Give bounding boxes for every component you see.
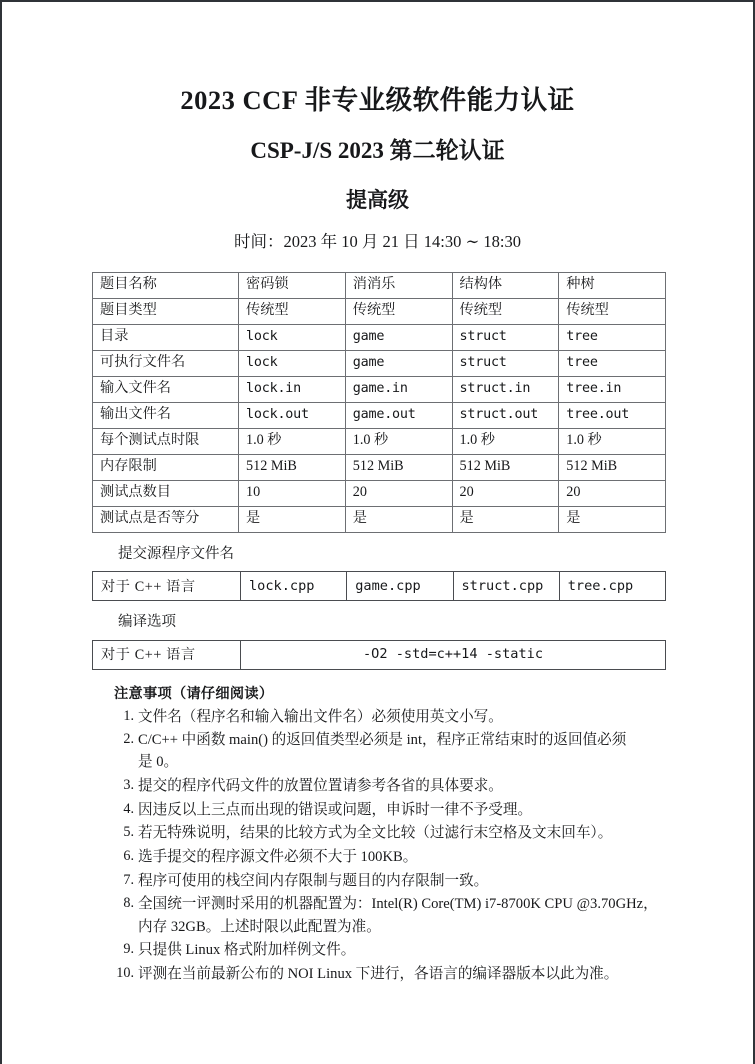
cell-problem-2: game.out — [345, 402, 452, 428]
row-label: 题目类型 — [93, 298, 239, 324]
note-text: 评测在当前最新公布的 NOI Linux 下进行，各语言的编译器版本以此为准。 — [138, 965, 619, 982]
row-label: 测试点是否等分 — [93, 506, 239, 532]
source-files-table — [92, 571, 666, 601]
source-files-body — [93, 572, 666, 601]
row-label: 每个测试点时限 — [93, 428, 239, 454]
table-row — [93, 272, 666, 298]
list-item — [138, 893, 663, 939]
note-text: 只提供 Linux 格式附加样例文件。 — [138, 942, 356, 959]
cell-problem-1: lock — [239, 350, 346, 376]
page-title: 2023 CCF 非专业级软件能力认证 — [180, 85, 575, 115]
cell-problem-2: game.in — [345, 376, 452, 402]
source-files-caption: 提交源程序文件名 — [118, 545, 234, 562]
source-file-4: tree.cpp — [559, 572, 665, 601]
note-text: 选手提交的程序源文件必须不大于 100KB。 — [138, 849, 418, 866]
row-label: 输入文件名 — [93, 376, 239, 402]
page-subtitle: CSP-J/S 2023 第二轮认证 — [250, 138, 505, 164]
page-content — [2, 2, 753, 987]
cell-problem-4: tree.out — [559, 402, 666, 428]
note-text: 文件名（程序名和输入输出文件名）必须使用英文小写。 — [138, 708, 503, 725]
source-file-1: lock.cpp — [241, 572, 347, 601]
cell-problem-3: 20 — [452, 480, 559, 506]
table-row — [93, 350, 666, 376]
cell-problem-4: tree.in — [559, 376, 666, 402]
cell-problem-2: 传统型 — [345, 298, 452, 324]
cell-problem-3: 传统型 — [452, 298, 559, 324]
cell-problem-1: lock.out — [239, 402, 346, 428]
cell-problem-1: 10 — [239, 480, 346, 506]
row-label: 输出文件名 — [93, 402, 239, 428]
list-item — [138, 706, 663, 730]
table-row — [93, 480, 666, 506]
cell-problem-1: 1.0 秒 — [239, 428, 346, 454]
note-text-continued: 内存 32GB。上述时限以此配置为准。 — [138, 918, 381, 935]
table-row — [93, 376, 666, 402]
compile-options-table — [92, 640, 666, 670]
row-label: 测试点数目 — [93, 480, 239, 506]
cell-problem-4: 20 — [559, 480, 666, 506]
note-text: C/C++ 中函数 main() 的返回值类型必须是 int，程序正常结束时的返回值必须 — [138, 732, 627, 749]
note-text-continued: 是 0。 — [138, 754, 179, 771]
exam-level: 提高级 — [346, 187, 409, 212]
cell-problem-4: 传统型 — [559, 298, 666, 324]
list-item — [138, 799, 663, 823]
cell-problem-1: 是 — [239, 506, 346, 532]
cell-problem-3: struct.in — [452, 376, 559, 402]
table-row — [93, 402, 666, 428]
cell-problem-4: tree — [559, 350, 666, 376]
cell-problem-3: 1.0 秒 — [452, 428, 559, 454]
cell-problem-2: 消消乐 — [345, 272, 452, 298]
problem-table-body — [93, 272, 666, 532]
cell-problem-2: game — [345, 350, 452, 376]
problem-table-wrapper — [92, 272, 663, 533]
cell-problem-3: struct.out — [452, 402, 559, 428]
cell-problem-4: 是 — [559, 506, 666, 532]
cell-problem-2: 512 MiB — [345, 454, 452, 480]
cell-problem-1: 传统型 — [239, 298, 346, 324]
row-label: 题目名称 — [93, 272, 239, 298]
cell-problem-4: 512 MiB — [559, 454, 666, 480]
list-item — [138, 963, 663, 987]
cell-problem-1: 密码锁 — [239, 272, 346, 298]
notes-list — [92, 706, 663, 987]
source-file-2: game.cpp — [347, 572, 453, 601]
language-label: 对于 C++ 语言 — [93, 640, 241, 669]
note-text: 程序可使用的栈空间内存限制与题目的内存限制一致。 — [138, 872, 489, 889]
table-row — [93, 506, 666, 532]
cell-problem-1: 512 MiB — [239, 454, 346, 480]
cell-problem-2: 是 — [345, 506, 452, 532]
cell-problem-3: 512 MiB — [452, 454, 559, 480]
cell-problem-3: 是 — [452, 506, 559, 532]
list-item — [138, 822, 663, 846]
cell-problem-2: 20 — [345, 480, 452, 506]
table-row — [93, 454, 666, 480]
list-item — [138, 729, 663, 775]
table-row — [93, 324, 666, 350]
notes-heading: 注意事项（请仔细阅读） — [114, 685, 274, 702]
table-row — [93, 640, 666, 669]
list-item — [138, 939, 663, 963]
cell-problem-2: 1.0 秒 — [345, 428, 452, 454]
cell-problem-4: 种树 — [559, 272, 666, 298]
compile-options-body — [93, 640, 666, 669]
cell-problem-4: 1.0 秒 — [559, 428, 666, 454]
compile-options-caption: 编译选项 — [118, 614, 176, 631]
compile-flags: -O2 -std=c++14 -static — [241, 640, 666, 669]
row-label: 内存限制 — [93, 454, 239, 480]
list-item — [138, 775, 663, 799]
cell-problem-3: struct — [452, 324, 559, 350]
table-row — [93, 298, 666, 324]
cell-problem-1: lock.in — [239, 376, 346, 402]
table-row — [93, 572, 666, 601]
row-label: 目录 — [93, 324, 239, 350]
note-text: 若无特殊说明，结果的比较方式为全文比较（过滤行末空格及文末回车）。 — [138, 825, 613, 842]
row-label: 可执行文件名 — [93, 350, 239, 376]
note-text: 因违反以上三点而出现的错误或问题，申诉时一律不予受理。 — [138, 801, 533, 818]
language-label: 对于 C++ 语言 — [93, 572, 241, 601]
note-text: 提交的程序代码文件的放置位置请参考各省的具体要求。 — [138, 778, 503, 795]
problem-info-table — [92, 272, 666, 533]
note-text: 全国统一评测时采用的机器配置为：Intel(R) Core(TM) i7-8700K CPU @3.70GHz， — [138, 896, 658, 913]
cell-problem-3: 结构体 — [452, 272, 559, 298]
cell-problem-1: lock — [239, 324, 346, 350]
cell-problem-3: struct — [452, 350, 559, 376]
cell-problem-2: game — [345, 324, 452, 350]
list-item — [138, 870, 663, 894]
source-file-3: struct.cpp — [453, 572, 559, 601]
list-item — [138, 846, 663, 870]
table-row — [93, 428, 666, 454]
cell-problem-4: tree — [559, 324, 666, 350]
exam-time: 时间：2023 年 10 月 21 日 14:30 ∼ 18:30 — [234, 232, 521, 252]
